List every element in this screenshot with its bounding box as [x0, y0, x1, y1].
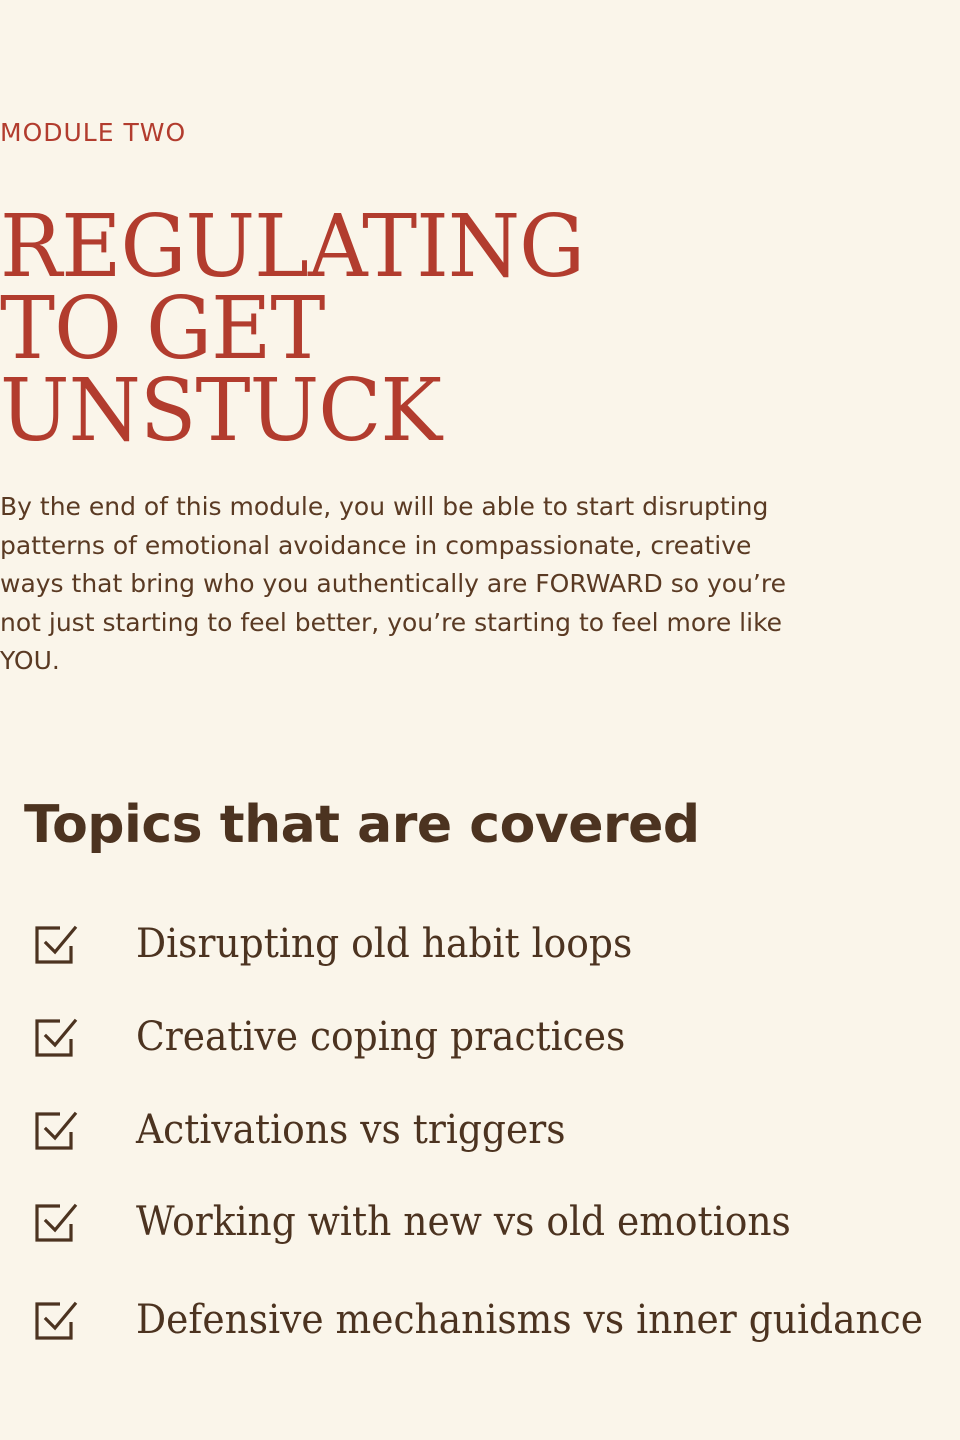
topic-label: Disrupting old habit loops	[136, 921, 633, 967]
topics-heading: Topics that are covered	[24, 795, 700, 855]
title-line: UNSTUCK	[0, 361, 442, 461]
checkbox-checked-icon	[34, 1110, 78, 1152]
topic-label: Defensive mechanisms vs inner guidance	[136, 1297, 924, 1343]
title-line: TO GET	[0, 279, 325, 379]
topic-label: Activations vs triggers	[136, 1107, 566, 1153]
module-description: By the end of this module, you will be able to start disrupting patterns of emotional avoidance in compassionate, creative ways that bring who you authentically are FORWARD so you’re not just starting to feel better, you’re starting to feel more like YOU.	[0, 492, 786, 675]
module-label: MODULE TWO	[0, 118, 187, 147]
topic-item	[0, 1100, 960, 1160]
topic-label: Creative coping practices	[136, 1014, 626, 1060]
checkbox-checked-icon	[34, 924, 78, 966]
checkbox-checked-icon	[34, 1300, 78, 1342]
checkbox-checked-icon	[34, 1202, 78, 1244]
topic-item	[0, 1290, 960, 1350]
title-line: REGULATING	[0, 197, 585, 297]
topic-item	[0, 1192, 960, 1252]
topic-label: Working with new vs old emotions	[136, 1199, 791, 1245]
page-title	[0, 197, 585, 461]
topic-item	[0, 1007, 960, 1067]
topic-item	[0, 914, 960, 974]
checkbox-checked-icon	[34, 1017, 78, 1059]
